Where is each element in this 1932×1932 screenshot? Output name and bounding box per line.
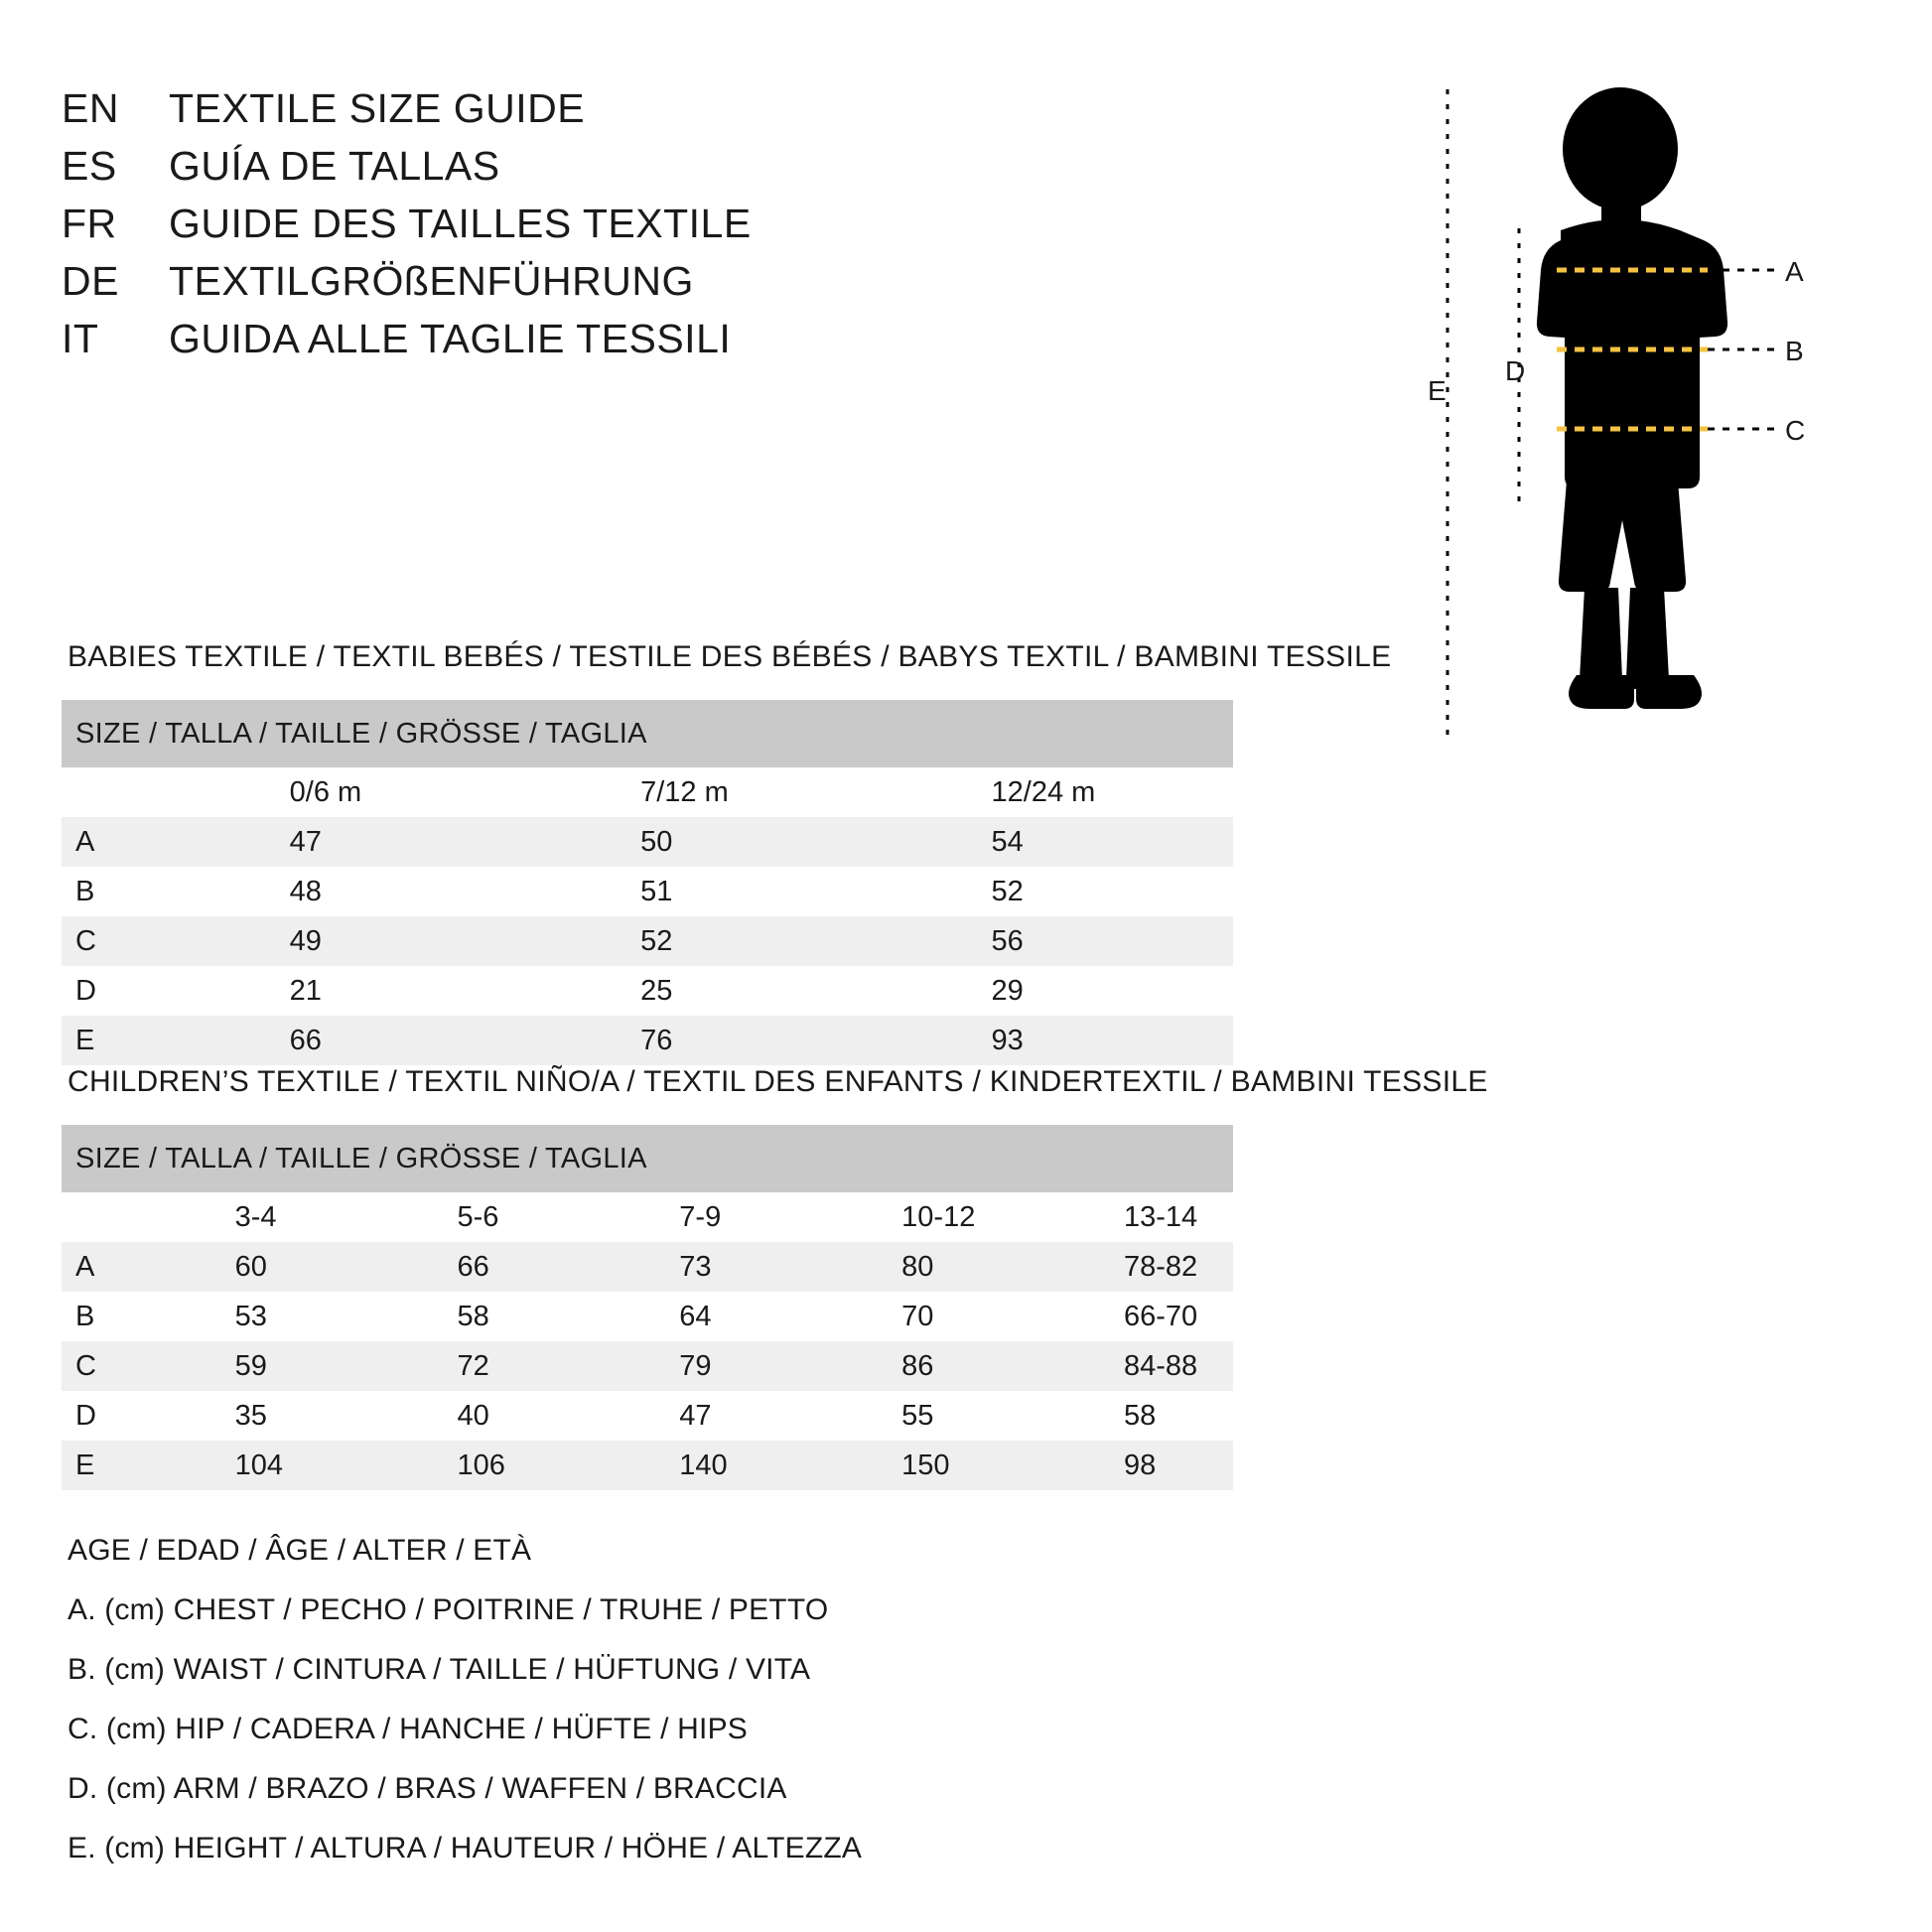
children-col-2: 7-9: [570, 1192, 792, 1242]
legend-chest: A. (cm) CHEST / PECHO / POITRINE / TRUHE / PETTO: [68, 1593, 829, 1626]
babies-row-label-b: B: [62, 867, 181, 916]
children-a-2: 73: [570, 1242, 792, 1292]
children-column-header-row: [62, 1192, 1233, 1242]
title-row-de: [62, 258, 1154, 316]
children-a-4: 78-82: [1015, 1242, 1233, 1292]
babies-col-2: 12/24 m: [883, 767, 1233, 817]
children-e-1: 106: [347, 1441, 570, 1490]
title-lang-it: IT: [62, 316, 99, 361]
table-row: [62, 1292, 1233, 1341]
title-text-it: GUIDA ALLE TAGLIE TESSILI: [169, 316, 732, 361]
children-d-0: 35: [126, 1391, 348, 1441]
title-lang-fr: FR: [62, 201, 117, 246]
measurement-figure: [1410, 79, 1866, 755]
babies-col-1: 7/12 m: [531, 767, 882, 817]
title-lang-es: ES: [62, 143, 117, 189]
babies-c-1: 52: [531, 916, 882, 966]
children-d-3: 55: [792, 1391, 1015, 1441]
table-row: [62, 1242, 1233, 1292]
legend-arm: D. (cm) ARM / BRAZO / BRAS / WAFFEN / BRACCIA: [68, 1772, 787, 1805]
babies-a-1: 50: [531, 817, 882, 867]
children-b-2: 64: [570, 1292, 792, 1341]
babies-row-label-a: A: [62, 817, 181, 867]
babies-row-label-d: D: [62, 966, 181, 1016]
table-row: [62, 966, 1233, 1016]
children-col-4: 13-14: [1015, 1192, 1233, 1242]
title-text-es: GUÍA DE TALLAS: [169, 143, 500, 189]
children-c-3: 86: [792, 1341, 1015, 1391]
title-row-es: [62, 143, 1154, 201]
children-c-1: 72: [347, 1341, 570, 1391]
children-b-3: 70: [792, 1292, 1015, 1341]
children-a-1: 66: [347, 1242, 570, 1292]
title-text-de: TEXTILGRÖßENFÜHRUNG: [169, 258, 694, 304]
children-row-label-e: E: [62, 1441, 126, 1490]
babies-e-1: 76: [531, 1016, 882, 1065]
table-row: [62, 1441, 1233, 1490]
legend-waist: B. (cm) WAIST / CINTURA / TAILLE / HÜFTUNG / VITA: [68, 1653, 811, 1686]
children-bar-row: [62, 1125, 1233, 1192]
title-text-en: TEXTILE SIZE GUIDE: [169, 85, 586, 131]
children-bar-label: SIZE / TALLA / TAILLE / GRÖSSE / TAGLIA: [62, 1125, 1233, 1192]
babies-e-0: 66: [181, 1016, 531, 1065]
children-a-0: 60: [126, 1242, 348, 1292]
babies-b-1: 51: [531, 867, 882, 916]
babies-col-0: 0/6 m: [181, 767, 531, 817]
children-d-1: 40: [347, 1391, 570, 1441]
babies-a-0: 47: [181, 817, 531, 867]
children-b-0: 53: [126, 1292, 348, 1341]
children-header-corner: [62, 1192, 126, 1242]
figure-label-d: D: [1505, 355, 1526, 386]
babies-header-corner: [62, 767, 181, 817]
children-b-1: 58: [347, 1292, 570, 1341]
babies-bar-row: [62, 700, 1233, 767]
children-e-0: 104: [126, 1441, 348, 1490]
title-row-fr: [62, 201, 1154, 258]
babies-bar-label: SIZE / TALLA / TAILLE / GRÖSSE / TAGLIA: [62, 700, 1233, 767]
children-c-2: 79: [570, 1341, 792, 1391]
table-row: [62, 1016, 1233, 1065]
babies-e-2: 93: [883, 1016, 1233, 1065]
children-size-table: [62, 1125, 1233, 1490]
children-col-3: 10-12: [792, 1192, 1015, 1242]
legend-age: AGE / EDAD / ÂGE / ALTER / ETÀ: [68, 1534, 532, 1567]
title-text-fr: GUIDE DES TAILLES TEXTILE: [169, 201, 752, 246]
figure-label-b: B: [1785, 336, 1804, 366]
title-lang-en: EN: [62, 85, 119, 131]
legend-block: [68, 1534, 1259, 1891]
babies-row-label-c: C: [62, 916, 181, 966]
figure-label-a: A: [1785, 256, 1804, 287]
children-col-1: 5-6: [347, 1192, 570, 1242]
children-section-heading: CHILDREN’S TEXTILE / TEXTIL NIÑO/A / TEXTIL DES ENFANTS / KINDERTEXTIL / BAMBINI TESSILE: [68, 1065, 1488, 1098]
children-c-4: 84-88: [1015, 1341, 1233, 1391]
babies-d-0: 21: [181, 966, 531, 1016]
table-row: [62, 916, 1233, 966]
children-row-label-c: C: [62, 1341, 126, 1391]
legend-hip: C. (cm) HIP / CADERA / HANCHE / HÜFTE / HIPS: [68, 1713, 748, 1745]
title-row-it: [62, 316, 1154, 373]
children-row-label-d: D: [62, 1391, 126, 1441]
table-row: [62, 817, 1233, 867]
babies-b-2: 52: [883, 867, 1233, 916]
figure-label-e: E: [1428, 375, 1447, 406]
figure-label-c: C: [1785, 415, 1806, 446]
table-row: [62, 867, 1233, 916]
children-e-4: 98: [1015, 1441, 1233, 1490]
table-row: [62, 1341, 1233, 1391]
babies-c-0: 49: [181, 916, 531, 966]
title-lang-de: DE: [62, 258, 119, 304]
legend-height: E. (cm) HEIGHT / ALTURA / HAUTEUR / HÖHE / ALTEZZA: [68, 1832, 863, 1864]
children-d-4: 58: [1015, 1391, 1233, 1441]
babies-column-header-row: [62, 767, 1233, 817]
children-row-label-a: A: [62, 1242, 126, 1292]
children-a-3: 80: [792, 1242, 1015, 1292]
children-e-2: 140: [570, 1441, 792, 1490]
babies-a-2: 54: [883, 817, 1233, 867]
children-row-label-b: B: [62, 1292, 126, 1341]
babies-row-label-e: E: [62, 1016, 181, 1065]
children-b-4: 66-70: [1015, 1292, 1233, 1341]
babies-d-1: 25: [531, 966, 882, 1016]
children-d-2: 47: [570, 1391, 792, 1441]
table-row: [62, 1391, 1233, 1441]
title-row-en: [62, 85, 1154, 143]
babies-c-2: 56: [883, 916, 1233, 966]
children-e-3: 150: [792, 1441, 1015, 1490]
babies-b-0: 48: [181, 867, 531, 916]
babies-d-2: 29: [883, 966, 1233, 1016]
children-c-0: 59: [126, 1341, 348, 1391]
children-col-0: 3-4: [126, 1192, 348, 1242]
babies-section-heading: BABIES TEXTILE / TEXTIL BEBÉS / TESTILE DES BÉBÉS / BABYS TEXTIL / BAMBINI TESSILE: [68, 640, 1392, 673]
babies-size-table: [62, 700, 1233, 1065]
title-block: [62, 85, 1154, 373]
